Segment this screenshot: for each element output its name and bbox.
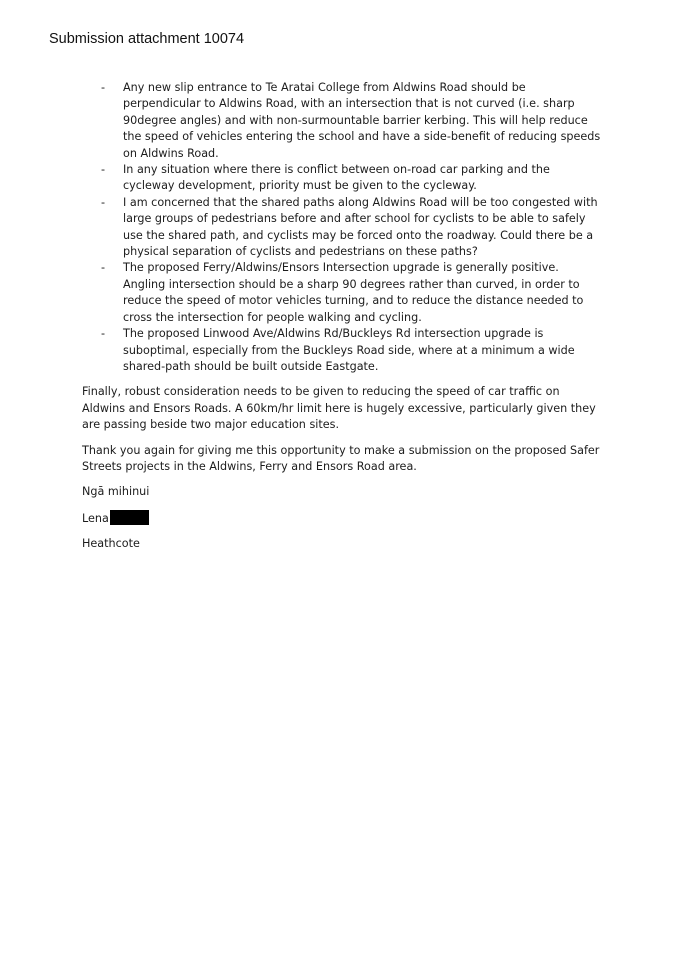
bullet-dash: - xyxy=(101,163,106,177)
list-item xyxy=(82,80,602,162)
bullet-text: The proposed Ferry/Aldwins/Ensors Intersection upgrade is generally positive. Angling intersection should be a sharp 90 degrees rather than curved, in order to reduce the speed of motor vehicles turning, and to reduce the distance needed to cross the intersection for people walking and cycling. xyxy=(123,261,584,324)
bullet-dash: - xyxy=(101,81,106,94)
list-item xyxy=(82,326,602,375)
closing-greeting: Ngā mihinui xyxy=(82,485,150,499)
submission-body xyxy=(82,80,602,553)
speed-paragraph: Finally, robust consideration needs to be given to reducing the speed of car traffic on Aldwins and Ensors Roads. A 60km/hr limit here is hugely excessive, particularly given they are passing beside two major education sites. xyxy=(82,385,596,432)
bullet-text: The proposed Linwood Ave/Aldwins Rd/Buckleys Rd intersection upgrade is suboptimal, especially from the Buckleys Road side, where at a minimum a wide shared-path should be built outside Eastgate. xyxy=(123,327,575,373)
thanks-paragraph: Thank you again for giving me this opportunity to make a submission on the proposed Safer Streets projects in the Aldwins, Ferry and Ensors Road area. xyxy=(82,443,600,473)
bullet-text: Any new slip entrance to Te Aratai College from Aldwins Road should be perpendicular to Aldwins Road, with an intersection that is not curved (i.e. sharp 90degree angles) and with non-surmountable barrier kerbing. This will help reduce the speed of vehicles entering the school and have a side-benefit of reducing speeds on Aldwins Road. xyxy=(123,81,601,160)
bullet-dash: - xyxy=(101,327,106,341)
bullet-text: In any situation where there is conflict between on-road car parking and the cycleway development, priority must be given to the cycleway. xyxy=(123,163,550,193)
page-header-title: Submission attachment 10074 xyxy=(49,31,245,47)
redaction-block xyxy=(110,510,149,525)
bullet-dash: - xyxy=(101,261,106,275)
bullet-list xyxy=(82,80,602,375)
author-location: Heathcote xyxy=(82,537,140,551)
author-name: Lena xyxy=(82,511,109,525)
list-item xyxy=(82,260,602,326)
list-item xyxy=(82,162,602,195)
signature-line xyxy=(82,510,602,527)
bullet-dash: - xyxy=(101,195,106,209)
list-item xyxy=(82,195,602,261)
bullet-text: I am concerned that the shared paths along Aldwins Road will be too congested with large groups of pedestrians before and after school for cyclists to be able to safely use the shared path, and cyclists may be forced onto the roadway. Could there be a physical separation of cyclists and pedestrians on these paths? xyxy=(123,195,598,259)
